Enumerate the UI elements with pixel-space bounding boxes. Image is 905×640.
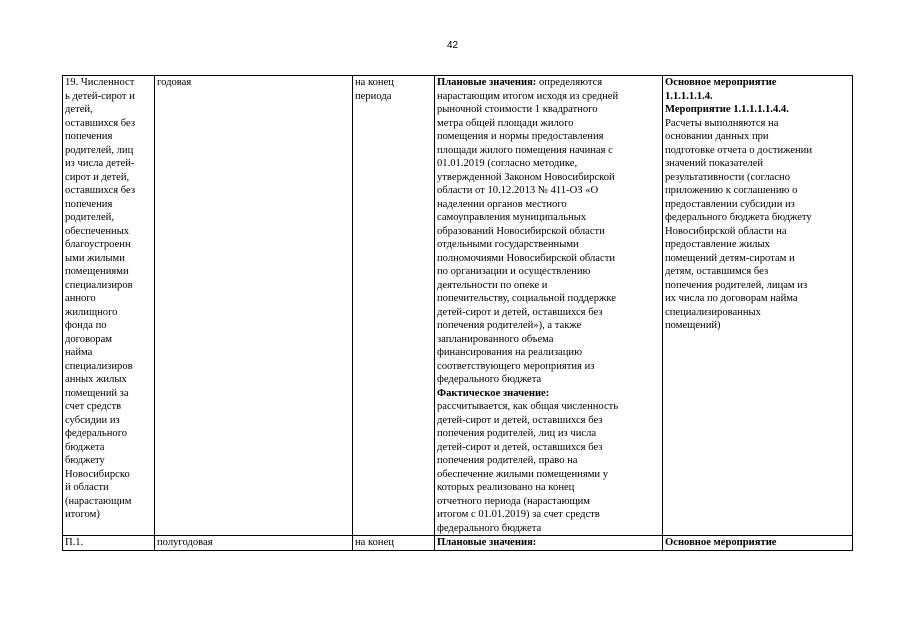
period-text: на конец <box>355 537 394 548</box>
text-line: Основное мероприятие <box>665 77 777 88</box>
text-line: отдельными государственными <box>437 239 579 250</box>
text-line: финансирования на реализацию <box>437 347 583 358</box>
text-line: деятельности по опеке и <box>437 279 548 291</box>
table-row <box>63 76 853 536</box>
text-line: подготовке отчета о достижении <box>665 144 813 156</box>
text-line: найма <box>65 347 93 358</box>
text-line: полномочиями Новосибирской области <box>437 252 615 264</box>
measure-text <box>665 117 850 333</box>
indicator-cell <box>63 76 155 536</box>
text-line: жилищного <box>65 306 118 318</box>
text-line: анного <box>65 293 96 304</box>
text-line: 01.01.2019 (согласно методике, <box>437 158 578 169</box>
text-line: попечительству, социальной поддержке <box>437 293 616 304</box>
text-line: Новосибирской области на <box>665 225 787 237</box>
text-line: федерального <box>65 428 128 439</box>
text-line: договорам <box>65 333 112 345</box>
text-line: детям, оставшимся без <box>665 266 769 277</box>
text-line: бюджета <box>65 441 105 453</box>
indicator-text: П.1. <box>65 537 84 548</box>
text-line: итогом с 01.01.2019) за счет средств <box>437 509 600 520</box>
text-line: оставшихся без <box>65 117 136 129</box>
text-line: родителей, <box>65 212 114 223</box>
text-line: 19. Численност <box>65 77 135 88</box>
text-line: по организации и осуществлению <box>437 266 591 277</box>
text-line: детей-сирот и детей, оставшихся без <box>437 306 603 318</box>
text-line: обеспеченных <box>65 225 130 237</box>
text-line: образований Новосибирской области <box>437 225 605 237</box>
period-text <box>355 76 432 103</box>
text-line: попечения <box>65 131 113 142</box>
method-cell <box>435 536 663 551</box>
frequency-cell <box>155 76 353 536</box>
text-line: субсидии из <box>65 414 120 426</box>
text-line: на конец <box>355 77 394 88</box>
measure-cell <box>663 76 853 536</box>
text-line: Расчеты выполняются на <box>665 117 779 129</box>
text-line: значений показателей <box>665 158 764 169</box>
text-line: предоставление жилых <box>665 239 770 250</box>
text-line: обеспечение жилыми помещениями у <box>437 468 609 480</box>
text-line: анных жилых <box>65 374 127 385</box>
text-line: попечения родителей, лицам из <box>665 279 808 291</box>
actual-label: Фактическое значение: <box>437 387 550 399</box>
text-line: нарастающим итогом исходя из средней <box>437 90 619 102</box>
text-line: специализиров <box>65 279 133 291</box>
text-line: которых реализовано на конец <box>437 482 575 493</box>
text-line: счет средств <box>65 401 122 412</box>
text-line: их числа по договорам найма <box>665 293 798 304</box>
frequency-text: полугодовая <box>157 537 213 548</box>
text-line: федерального бюджета <box>437 522 542 534</box>
frequency-text: годовая <box>157 77 192 88</box>
text-line: предоставлении субсидии из <box>665 198 795 210</box>
text-line: из числа детей- <box>65 158 135 169</box>
planned-label: Плановые значения: <box>437 77 537 88</box>
period-cell <box>353 76 435 536</box>
text-line: помещений детям-сиротам и <box>665 252 795 264</box>
text-line: специализированных <box>665 306 761 318</box>
planned-label: Плановые значения: <box>437 537 537 548</box>
text-line: помещений) <box>665 320 721 331</box>
text-line: детей-сирот и детей, оставшихся без <box>437 414 603 426</box>
text-line: сирот и детей, <box>65 171 130 183</box>
measure-title <box>665 76 850 117</box>
period-cell <box>353 536 435 551</box>
text-line: детей, <box>65 104 93 115</box>
text-line: попечения родителей»), а также <box>437 320 582 331</box>
text-line: помещениями <box>65 266 129 277</box>
text-line: 1.1.1.1.1.4. <box>665 90 713 102</box>
text-line: результативности (согласно <box>665 171 790 183</box>
text-line: попечения родителей, лиц из числа <box>437 428 597 439</box>
text-line: (нарастающим <box>65 495 132 507</box>
frequency-cell <box>155 536 353 551</box>
text-line: бюджету <box>65 455 105 466</box>
text-line: попечения <box>65 198 113 210</box>
text-line: метра общей площади жилого <box>437 117 574 129</box>
text-line: площади жилого помещения начиная с <box>437 144 613 156</box>
indicators-table <box>62 75 853 551</box>
table-row <box>63 536 853 551</box>
measure-title: Основное мероприятие <box>665 537 777 548</box>
text-line: основании данных при <box>665 131 769 142</box>
text-line: специализиров <box>65 360 133 372</box>
text-line: фонда по <box>65 320 107 331</box>
text-line: федерального бюджета <box>437 374 542 385</box>
text-line: помещения и нормы предоставления <box>437 131 604 142</box>
text-line: благоустроенн <box>65 239 131 250</box>
text-line: ь детей-сирот и <box>65 90 135 102</box>
text-line: й области <box>65 482 109 493</box>
text-line: родителей, лиц <box>65 144 134 156</box>
text-line: приложению к соглашению о <box>665 185 798 196</box>
text-line: рыночной стоимости 1 квадратного <box>437 104 598 115</box>
text-line: ыми жилыми <box>65 252 125 264</box>
text-line: отчетного периода (нарастающим <box>437 495 591 507</box>
indicator-cell <box>63 536 155 551</box>
method-cell <box>435 76 663 536</box>
text-line: самоуправления муниципальных <box>437 212 587 223</box>
text-line: соответствующего мероприятия из <box>437 360 595 372</box>
page-number: 42 <box>446 40 459 51</box>
text-line: периода <box>355 90 392 102</box>
text-line: запланированного объема <box>437 333 554 345</box>
text-line: рассчитывается, как общая численность <box>437 401 619 412</box>
text-line: утвержденной Законом Новосибирской <box>437 171 615 183</box>
text-line: детей-сирот и детей, оставшихся без <box>437 441 603 453</box>
text-line: оставшихся без <box>65 185 136 196</box>
text-line: федерального бюджета бюджету <box>665 212 812 223</box>
measure-cell <box>663 536 853 551</box>
text-line: области от 10.12.2013 № 411-ОЗ «О <box>437 185 599 196</box>
text-line: помещений за <box>65 387 129 399</box>
indicator-text <box>65 76 152 522</box>
text-line: попечения родителей, право на <box>437 455 578 466</box>
method-text <box>437 76 660 535</box>
text-line: Новосибирско <box>65 468 130 480</box>
planned-first-line: определяются <box>536 77 603 88</box>
text-line: наделении органов местного <box>437 198 567 210</box>
text-line: итогом) <box>65 509 100 520</box>
text-line: Мероприятие 1.1.1.1.1.4.4. <box>665 104 789 115</box>
